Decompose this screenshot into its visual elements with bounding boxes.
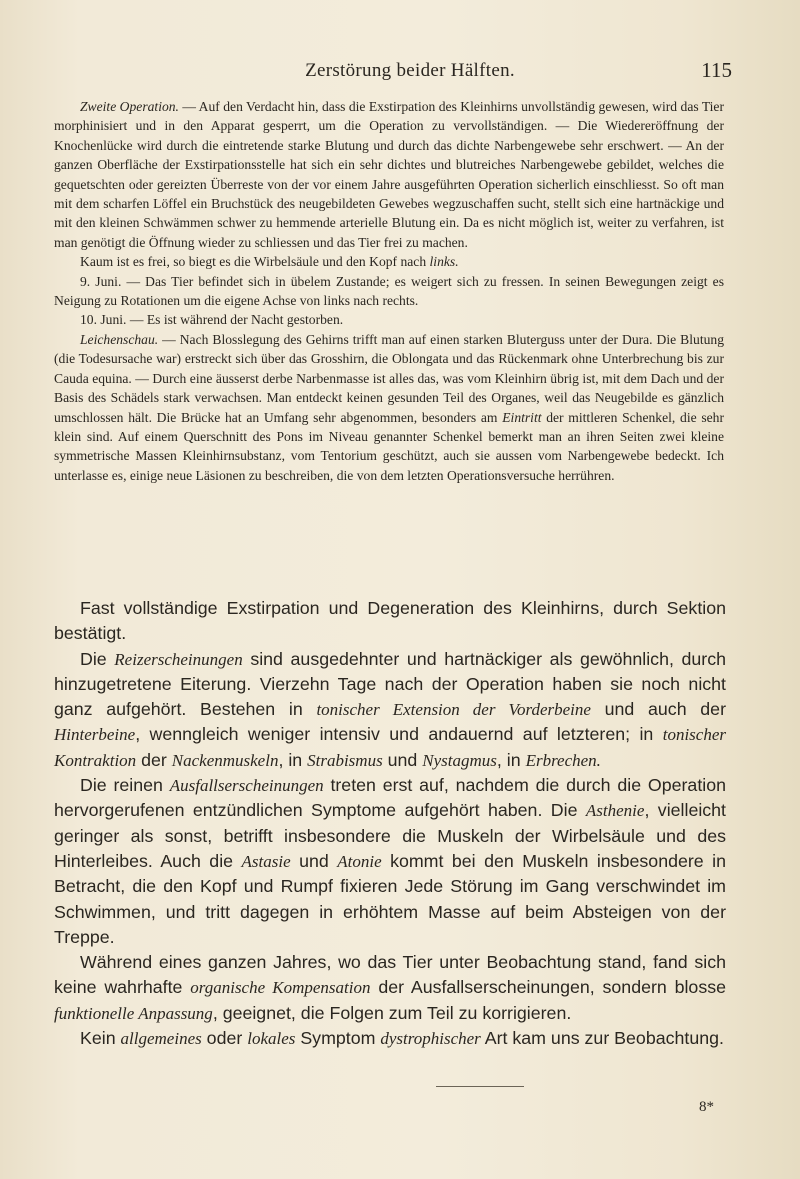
- text-run: der Ausfallserscheinungen, sondern blosse: [370, 977, 726, 998]
- text-run: und: [290, 850, 338, 871]
- text-run: — Auf den Verdacht hin, dass die Exstirpation des Kleinhirns unvollständig gewesen, wird das Tier morphinisiert und in den Apparat gesperrt, um die Operation zu vervollständigen. — Die Wiedereröffnung der Knochenlücke wird durch die eintretende starke Blutung und durch das dichte Narbengewebe sehr erschwert. — An der ganzen Oberfläche der Exstirpationsstelle hat sich ein sehr dichtes und blutreiches Narbengewebe gebildet, welches die gequetschten oder gereizten Überreste von der vor einem Jahre ausgeführten Operation sicherlich einschliesst. So oft man mit dem scharfen Löffel ein Bruchstück des neugebildeten Gewebes wegzuschaffen sucht, stellt sich eine hartnäckige und mit den kleinen Schwämmen schwer zu hemmende arterielle Blutung ein. Da es nicht möglich ist, weiter zu verfahren, ist man genötigt die Öffnung wieder zu schliessen und das Tier frei zu machen.: [54, 99, 724, 250]
- italic-run: tonischer Kontraktion: [54, 725, 726, 770]
- italic-run: dystrophischer: [380, 1029, 481, 1049]
- text-run: Die: [80, 648, 115, 669]
- italic-run: Eintritt: [502, 409, 542, 425]
- text-run: und auch der: [590, 699, 726, 720]
- text-run: Art kam uns zur Beobachtung.: [480, 1028, 724, 1049]
- case-report-block: [54, 97, 724, 485]
- paragraph-no-dystrophy: [54, 1026, 726, 1051]
- italic-run: Strabismus: [307, 750, 383, 770]
- italic-run: Leichenschau.: [80, 331, 159, 347]
- italic-run: Erbrechen.: [525, 750, 601, 770]
- text-run: Kein: [80, 1028, 121, 1049]
- page-header: [60, 58, 760, 86]
- italic-run: Hinterbeine: [54, 725, 136, 745]
- text-run: kommt bei den Muskeln insbesondere in Betracht, die den Kopf und Rumpf fixieren Jede Störung im Gang verschwindet im Schwimmen, und tritt dagegen in erhöhtem Masse auf beim Absteigen von der Treppe.: [54, 850, 726, 947]
- running-head: Zerstörung beider Hälften.: [305, 60, 515, 81]
- italic-run: organische Kompensation: [190, 978, 371, 998]
- text-run: — Nach Blosslegung des Gehirns trifft man auf einen starken Bluterguss unter der Dura. Die Blutung (die Todesursache war) erstreckt sich über das Grosshirn, die Oblongata und das Rückenmark ohne Unterbrechung bis zur Cauda equina. — Durch eine äusserst derbe Narbenmasse ist alles das, was vom Kleinhirn übrig ist, mit dem Dach und der Basis des Schädels stark verwachsen. Man entdeckt keinen gesunden Teil des Organes, weil das Neugebilde es gänzlich umschlossen hält. Die Brücke hat an Umfang sehr abgenommen, besonders am: [54, 331, 724, 425]
- text-run: Symptom: [295, 1028, 381, 1049]
- italic-run: Nystagmus: [422, 750, 497, 770]
- text-run: oder: [201, 1028, 248, 1049]
- text-run: 9. Juni. — Das Tier befindet sich in übelem Zustande; es weigert sich zu fressen. In seinen Bewegungen zeigt es Neigung zu Rotationen um die eigene Achse von links nach rechts.: [54, 273, 724, 309]
- text-run: , geeignet, die Folgen zum Teil zu korrigieren.: [212, 1002, 572, 1023]
- paragraph-june-10: [54, 310, 724, 329]
- text-run: Kaum ist es frei, so biegt es die Wirbelsäule und den Kopf nach: [80, 254, 430, 270]
- italic-run: tonischer Extension der Vorderbeine: [316, 700, 591, 720]
- paragraph-compensation: [54, 950, 726, 1026]
- paragraph-irritation-symptoms: [54, 647, 726, 773]
- italic-run: Atonie: [337, 851, 382, 871]
- paragraph-head-turn: [54, 252, 724, 271]
- text-run: der mittleren Schenkel, die sehr klein sind. Auf einem Querschnitt des Pons im Niveau genannter Schenkel bemerkt man an ihren Seiten zwei kleine symmetrische Massen Kleinhirnsubstanz, vom Tentorium geschützt, auch sie aussen vom Narbengewebe bedeckt. Ich unterlasse es, einige neue Läsionen zu beschreiben, die von dem letzten Operationsversuche herrühren.: [54, 409, 724, 483]
- italic-run: lokales: [247, 1029, 296, 1049]
- text-run: , wenngleich weniger intensiv und andauernd auf letzteren; in: [135, 724, 663, 745]
- italic-run: Ausfallserscheinungen: [169, 776, 324, 796]
- text-run: treten erst auf, nachdem die durch die Operation hervorgerufenen entzündlichen Symptome aufgehört haben. Die: [54, 775, 726, 821]
- italic-run: Reizerscheinungen: [114, 649, 243, 669]
- italic-run: Nackenmuskeln: [171, 750, 279, 770]
- text-run: Die reinen: [80, 775, 170, 796]
- italic-run: Astasie: [241, 851, 291, 871]
- paragraph-summary-heading: [54, 596, 726, 647]
- page-number: 115: [701, 58, 732, 82]
- italic-run: allgemeines: [120, 1029, 202, 1049]
- summary-block: [54, 596, 726, 1051]
- text-run: sind ausgedehnter und hartnäckiger als gewöhnlich, durch hinzugetretene Eiterung. Vierzehn Tage nach der Operation haben sie noch nicht ganz aufgehört. Bestehen in: [54, 648, 726, 720]
- text-run: Während eines ganzen Jahres, wo das Tier unter Beobachtung stand, fand sich keine wahrhafte: [54, 952, 726, 998]
- paragraph-autopsy: [54, 330, 724, 485]
- paragraph-deficit-symptoms: [54, 773, 726, 950]
- text-run: und: [382, 749, 423, 770]
- italic-run: links.: [429, 254, 459, 270]
- italic-run: Asthenie: [585, 801, 645, 821]
- footer-rule: [436, 1086, 524, 1087]
- signature-mark: 8*: [699, 1099, 714, 1115]
- italic-run: funktionelle Anpassung: [54, 1003, 213, 1023]
- text-run: Fast vollständige Exstirpation und Degeneration des Kleinhirns, durch Sektion bestätigt.: [54, 598, 726, 644]
- text-run: , vielleicht geringer als sonst, betrifft insbesondere die Muskeln der Wirbelsäule und des Hinterleibes. Auch die: [54, 800, 726, 871]
- italic-run: Zweite Operation.: [80, 99, 179, 114]
- text-run: , in: [278, 749, 308, 770]
- paragraph-second-operation: [54, 97, 724, 252]
- paragraph-june-9: [54, 272, 724, 311]
- text-run: der: [136, 749, 172, 770]
- text-run: 10. Juni. — Es ist während der Nacht gestorben.: [80, 312, 344, 328]
- text-run: , in: [496, 749, 526, 770]
